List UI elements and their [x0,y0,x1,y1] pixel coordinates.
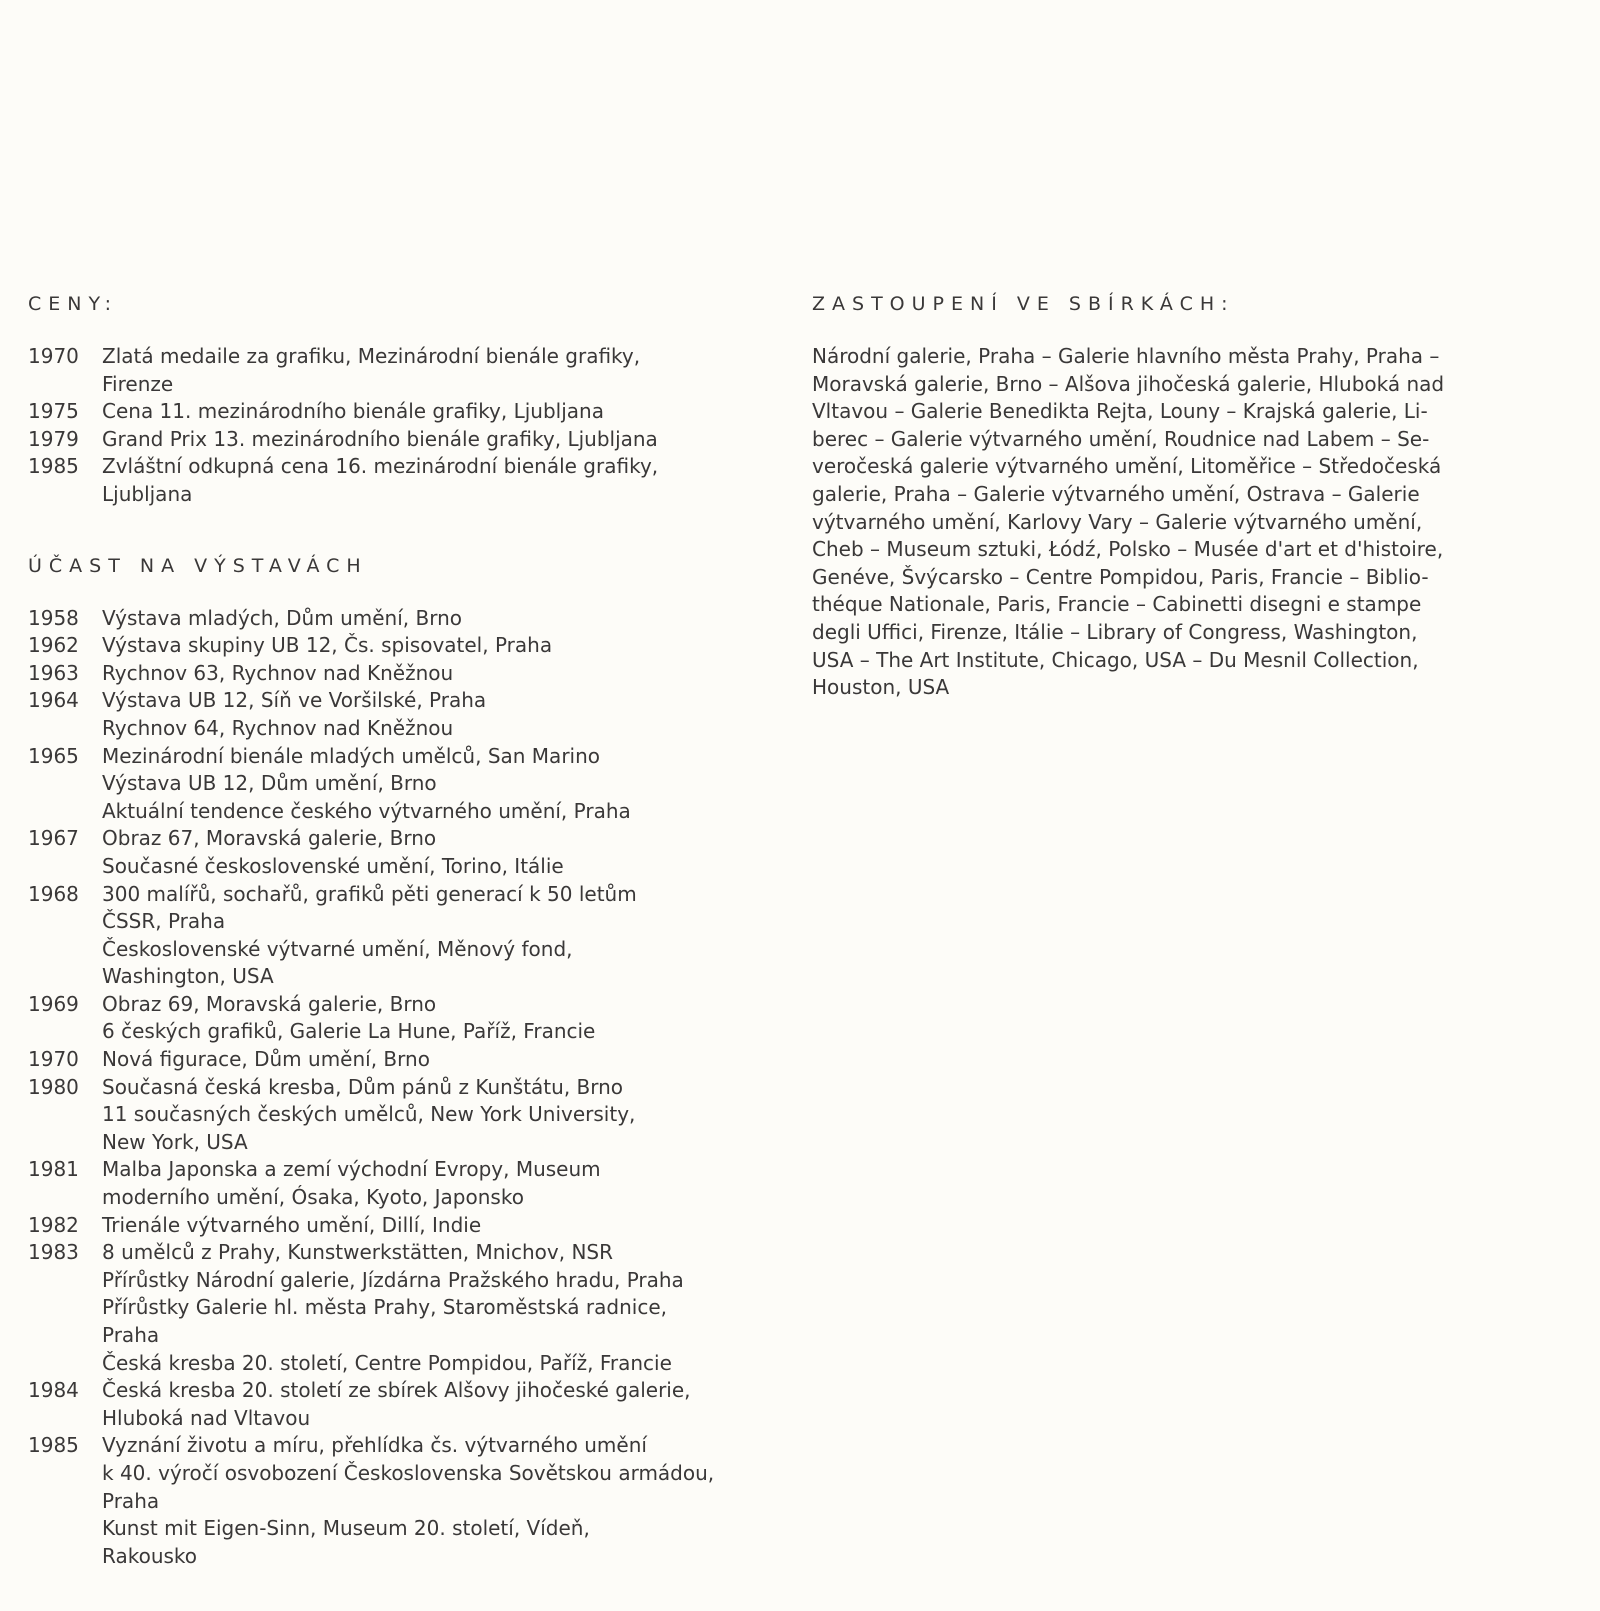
list-item [28,632,788,660]
list-item [28,453,788,508]
entry-text: Zvláštní odkupná cena 16. mezinárodní bienále grafiky, Ljubljana [102,454,659,506]
entry-year: 1981 [28,1157,79,1182]
exhibitions-list [28,605,788,1571]
entry-year: 1958 [28,605,79,630]
entry-items [102,991,788,1046]
entry-text: Malba Japonska a zemí východní Evropy, Museum moderního umění, Ósaka, Kyoto, Japonsko [102,1157,601,1210]
entry-items [102,1046,788,1074]
entry-year: 1985 [28,454,79,479]
entry-items [102,881,788,991]
entry-year: 1985 [28,1433,79,1458]
entry-text: Grand Prix 13. mezinárodního bienále grafiky, Ljubljana [102,426,658,451]
entry-text: Současná česká kresba, Dům pánů z Kunštátu, Brno [102,1074,624,1099]
entry-text: Současné československé umění, Torino, Itálie [102,853,564,878]
entry-year: 1964 [28,688,79,713]
list-item [28,825,788,880]
entry-year: 1975 [28,399,79,424]
entry-text: 11 současných českých umělců, New York University, New York, USA [102,1102,636,1154]
entry-text: Obraz 67, Moravská galerie, Brno [102,826,437,851]
entry-items [102,398,788,426]
collections-heading: ZASTOUPENÍ VE SBÍRKÁCH: [812,293,1235,315]
entry-year: 1983 [28,1240,79,1265]
entry-year: 1968 [28,881,79,906]
entry-year: 1965 [28,743,79,768]
entry-text: 300 malířů, sochařů, grafiků pěti generací k 50 letům ČSSR, Praha [102,881,637,934]
list-item [28,1377,788,1432]
entry-text: Výstava UB 12, Síň ve Voršilské, Praha [102,688,487,713]
list-item [28,881,788,991]
entry-items [102,1212,788,1240]
entry-text: Nová figurace, Dům umění, Brno [102,1047,430,1072]
entry-text: Česká kresba 20. století, Centre Pompidou, Paříž, Francie [102,1350,672,1375]
left-column [28,291,788,1570]
entry-year: 1962 [28,633,79,658]
entry-text: Československé výtvarné umění, Měnový fond, Washington, USA [102,936,573,989]
entry-items [102,687,788,742]
entry-items [102,343,788,398]
entry-text: Přírůstky Galerie hl. města Prahy, Staroměstská radnice, Praha [102,1295,667,1347]
entry-year: 1979 [28,426,79,451]
entry-text: Vyznání životu a míru, přehlídka čs. výtvarného umění k 40. výročí osvobození Československa Sovětskou armádou, Praha [102,1433,715,1513]
entry-items [102,660,788,688]
entry-text: Zlatá medaile za grafiku, Mezinárodní bienále grafiky, Firenze [102,344,641,396]
entry-items [102,632,788,660]
entry-text: Výstava mladých, Dům umění, Brno [102,605,462,630]
list-item [28,426,788,454]
entry-text: Rychnov 64, Rychnov nad Kněžnou [102,715,454,740]
entry-text: Aktuální tendence českého výtvarného umění, Praha [102,798,631,823]
entry-text: Výstava skupiny UB 12, Čs. spisovatel, Praha [102,633,553,658]
list-item [28,743,788,826]
awards-list [28,343,788,509]
collections-text: Národní galerie, Praha – Galerie hlavního města Prahy, Praha – Moravská galerie, Brno – Alšova jihočeská galerie, Hluboká nad Vltavou – Galerie Benedikta Rejta, Louny – Krajská galerie, Li- berec – Galerie výtvarného umění, Roudnice nad Labem – Se- veročeská galerie výtvarného umění, Litoměřice – Středočeská galerie, Praha – Galerie výtvarného umění, Ostrava – Galerie výtvarného umění, Karlovy Vary – Galerie výtvarného umění, Cheb – Museum sztuki, Łódź, Polsko – Musée d'art et d'histoire, Genéve, Švýcarsko – Centre Pompidou, Paris, Francie – Biblio- théque Nationale, Paris, Francie – Cabinetti disegni e stampe degli Uffici, Firenze, Itálie – Library of Congress, Washington, USA – The Art Institute, Chicago, USA – Du Mesnil Collection, Houston, USA [812,344,1445,700]
entry-items [102,1377,788,1432]
entry-items [102,605,788,633]
entry-text: 8 umělců z Prahy, Kunstwerkstätten, Mnichov, NSR [102,1240,613,1265]
list-item [28,1074,788,1157]
entry-text: Mezinárodní bienále mladých umělců, San Marino [102,743,601,768]
list-item [28,687,788,742]
entry-text: Kunst mit Eigen-Sinn, Museum 20. století, Vídeň, Rakousko [102,1516,590,1568]
entry-text: Obraz 69, Moravská galerie, Brno [102,991,437,1016]
entry-items [102,1239,788,1377]
entry-items [102,743,788,826]
entry-items [102,453,788,508]
list-item [28,343,788,398]
entry-items [102,1432,788,1570]
entry-text: 6 českých grafiků, Galerie La Hune, Paříž, Francie [102,1019,596,1044]
list-item [28,660,788,688]
entry-year: 1967 [28,826,79,851]
entry-text: Česká kresba 20. století ze sbírek Alšovy jihočeské galerie, Hluboká nad Vltavou [102,1378,691,1430]
entry-text: Rychnov 63, Rychnov nad Kněžnou [102,660,454,685]
entry-year: 1982 [28,1212,79,1237]
list-item [28,605,788,633]
list-item [28,1156,788,1211]
entry-year: 1970 [28,1047,79,1072]
awards-heading: CENY: [28,293,118,315]
entry-text: Výstava UB 12, Dům umění, Brno [102,771,437,796]
entry-year: 1980 [28,1074,79,1099]
list-item [28,1432,788,1570]
entry-year: 1984 [28,1378,79,1403]
entry-items [102,825,788,880]
entry-text: Cena 11. mezinárodního bienále grafiky, Ljubljana [102,399,604,424]
entry-year: 1970 [28,344,79,368]
entry-items [102,1074,788,1157]
right-column [812,291,1560,702]
list-item [28,1239,788,1377]
list-item [28,398,788,426]
entry-items [102,426,788,454]
entry-items [102,1156,788,1211]
entry-year: 1969 [28,991,79,1016]
list-item [28,991,788,1046]
entry-text: Přírůstky Národní galerie, Jízdárna Pražského hradu, Praha [102,1267,684,1292]
list-item [28,1046,788,1074]
entry-text: Trienále výtvarného umění, Dillí, Indie [102,1212,482,1237]
list-item [28,1212,788,1240]
exhibitions-heading: ÚČAST NA VÝSTAVÁCH [28,554,368,577]
entry-year: 1963 [28,660,79,685]
